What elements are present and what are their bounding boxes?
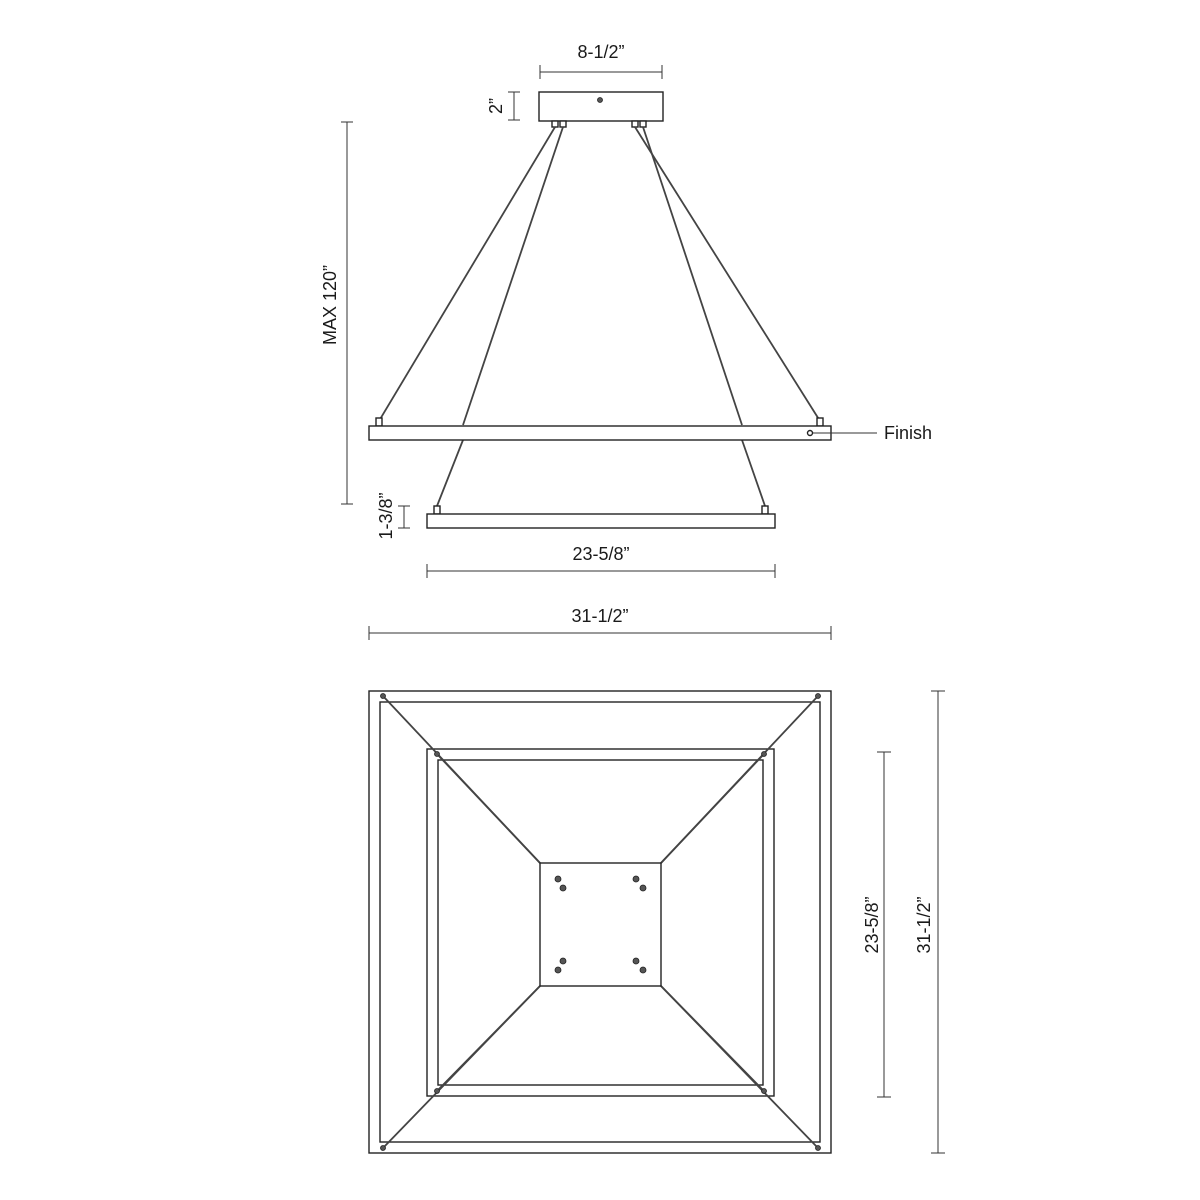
upper-frame-connector xyxy=(817,418,823,426)
top-view xyxy=(369,691,945,1153)
inner-frame-size-label: 23-5/8” xyxy=(862,896,882,954)
canopy-screw xyxy=(598,98,603,103)
lower-frame-connector xyxy=(762,506,768,514)
lower-frame-connector xyxy=(434,506,440,514)
lower-frame-side xyxy=(427,514,775,528)
canopy-cable-gripper xyxy=(552,121,558,127)
canopy xyxy=(539,92,663,121)
cable-point xyxy=(381,694,386,699)
lower-frame-width-label: 23-5/8” xyxy=(572,544,630,564)
canopy-height-dimension xyxy=(486,92,520,120)
cable-point xyxy=(762,752,767,757)
max-height-label: MAX 120” xyxy=(320,264,340,346)
lower-frame-width-dimension xyxy=(427,544,775,578)
upper-frame-width-dimension xyxy=(369,606,831,640)
lower-frame-height-label: 1-3/8” xyxy=(376,492,396,540)
cable-point xyxy=(435,752,440,757)
upper-frame-connector xyxy=(376,418,382,426)
side-view xyxy=(320,42,932,640)
canopy-width-label: 8-1/2” xyxy=(577,42,625,62)
outer-frame-dimension xyxy=(914,691,945,1153)
cable-point xyxy=(381,1146,386,1151)
lower-frame-height-dimension xyxy=(376,492,410,539)
canopy-width-dimension xyxy=(540,42,662,79)
cable-point xyxy=(816,694,821,699)
cable-point xyxy=(435,1089,440,1094)
canopy-height-label: 2” xyxy=(486,97,506,115)
outer-frame-size-label: 31-1/2” xyxy=(914,896,934,954)
canopy-cable-gripper xyxy=(632,121,638,127)
cable-point xyxy=(762,1089,767,1094)
inner-frame-dimension xyxy=(862,752,891,1097)
max-height-dimension xyxy=(320,122,353,504)
canopy-cable-gripper xyxy=(640,121,646,127)
suspension-cables xyxy=(379,127,820,506)
finish-indicator xyxy=(808,431,813,436)
canopy-cable-gripper xyxy=(560,121,566,127)
upper-frame-width-label: 31-1/2” xyxy=(571,606,629,626)
cable-point xyxy=(816,1146,821,1151)
finish-label: Finish xyxy=(884,423,933,443)
upper-frame-side xyxy=(369,426,831,440)
